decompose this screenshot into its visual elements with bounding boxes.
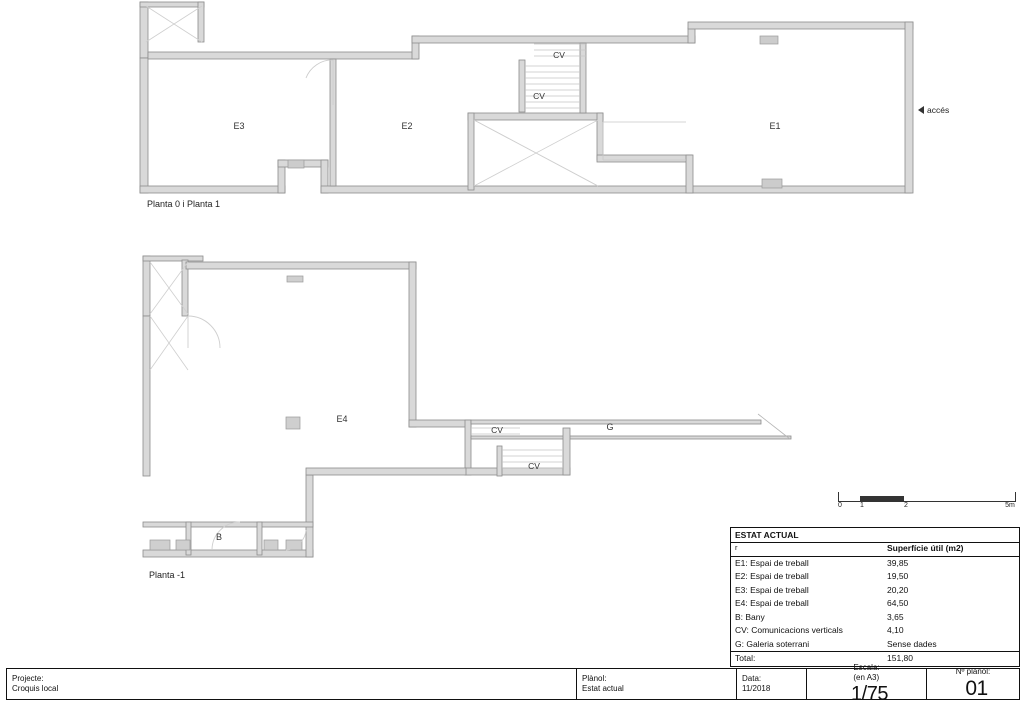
area-table-subheader xyxy=(731,543,1019,557)
area-row-name: E2: Espai de treball xyxy=(735,571,809,582)
num-planol-label: Nº plànol: xyxy=(955,667,991,676)
area-total-value: 151,80 xyxy=(887,653,913,664)
cv-label-lower-2: CV xyxy=(528,461,540,471)
area-row-name: CV: Comunicacions verticals xyxy=(735,625,843,636)
room-label-e4: E4 xyxy=(336,414,348,424)
area-row-value: 20,20 xyxy=(887,584,909,595)
room-label-e2: E2 xyxy=(401,121,413,131)
title-block xyxy=(6,662,1020,705)
data-value: 11/2018 xyxy=(742,684,771,693)
area-table xyxy=(730,527,1020,667)
table-row xyxy=(731,570,1019,583)
plan-caption-lower: Planta -1 xyxy=(149,570,186,580)
area-total-label: Total: xyxy=(735,653,756,664)
access-arrow-icon xyxy=(918,106,924,114)
area-row-name: E4: Espai de treball xyxy=(735,598,809,609)
area-row-name: G: Galeria soterrani xyxy=(735,638,810,649)
room-label-g: G xyxy=(606,422,614,432)
room-label-b: B xyxy=(215,532,223,542)
projecte-label: Projecte: xyxy=(12,673,44,683)
escala-value: 1/75 xyxy=(851,682,888,705)
scale-bar xyxy=(838,492,1014,514)
planol-label: Plànol: xyxy=(582,673,607,683)
table-row xyxy=(731,638,1019,651)
cv-label-upper-1: CV xyxy=(553,50,565,60)
access-label: accés xyxy=(927,105,950,115)
scale-bar-fill xyxy=(860,496,904,501)
scale-tick-0: 0 xyxy=(838,502,842,509)
area-row-name: B: Bany xyxy=(735,611,765,622)
area-table-subheader-left: r xyxy=(735,543,738,552)
table-row xyxy=(731,611,1019,624)
area-table-title: ESTAT ACTUAL xyxy=(731,528,1019,543)
area-table-subheader-right: Superfície útil (m2) xyxy=(887,543,964,553)
area-row-value: 19,50 xyxy=(887,571,909,582)
escala-label-1: Escala: xyxy=(853,662,880,672)
scale-tick-1: 1 xyxy=(860,502,864,509)
area-row-value: 3,65 xyxy=(887,611,904,622)
titleblock-projecte xyxy=(7,669,577,699)
area-row-value: 4,10 xyxy=(887,625,904,636)
titleblock-data xyxy=(737,669,807,699)
cv-label-upper-2: CV xyxy=(533,91,545,101)
titleblock-planol xyxy=(577,669,737,699)
planol-value: Estat actual xyxy=(582,684,624,693)
escala-label-2: (en A3) xyxy=(853,672,880,682)
plan-caption-upper: Planta 0 i Planta 1 xyxy=(147,199,221,209)
room-label-e3: E3 xyxy=(233,121,245,131)
titleblock-escala xyxy=(807,662,927,705)
num-planol-value: 01 xyxy=(965,677,988,700)
cv-label-lower-1: CV xyxy=(491,425,503,435)
data-label: Data: xyxy=(742,673,762,683)
area-row-name: E1: Espai de treball xyxy=(735,557,809,568)
area-row-value: 64,50 xyxy=(887,598,909,609)
table-row xyxy=(731,624,1019,637)
floorplan-upper xyxy=(0,0,1024,230)
titleblock-num-planol xyxy=(927,669,1019,699)
area-row-name: E3: Espai de treball xyxy=(735,584,809,595)
area-row-value: 39,85 xyxy=(887,557,909,568)
scale-tick-end: 5m xyxy=(1005,502,1015,509)
table-row xyxy=(731,557,1019,570)
scale-tick-2: 2 xyxy=(904,502,908,509)
area-row-value: Sense dades xyxy=(887,638,937,649)
table-row xyxy=(731,584,1019,597)
table-row xyxy=(731,597,1019,610)
room-label-e1: E1 xyxy=(769,121,781,131)
projecte-value: Croquis local xyxy=(12,684,59,693)
